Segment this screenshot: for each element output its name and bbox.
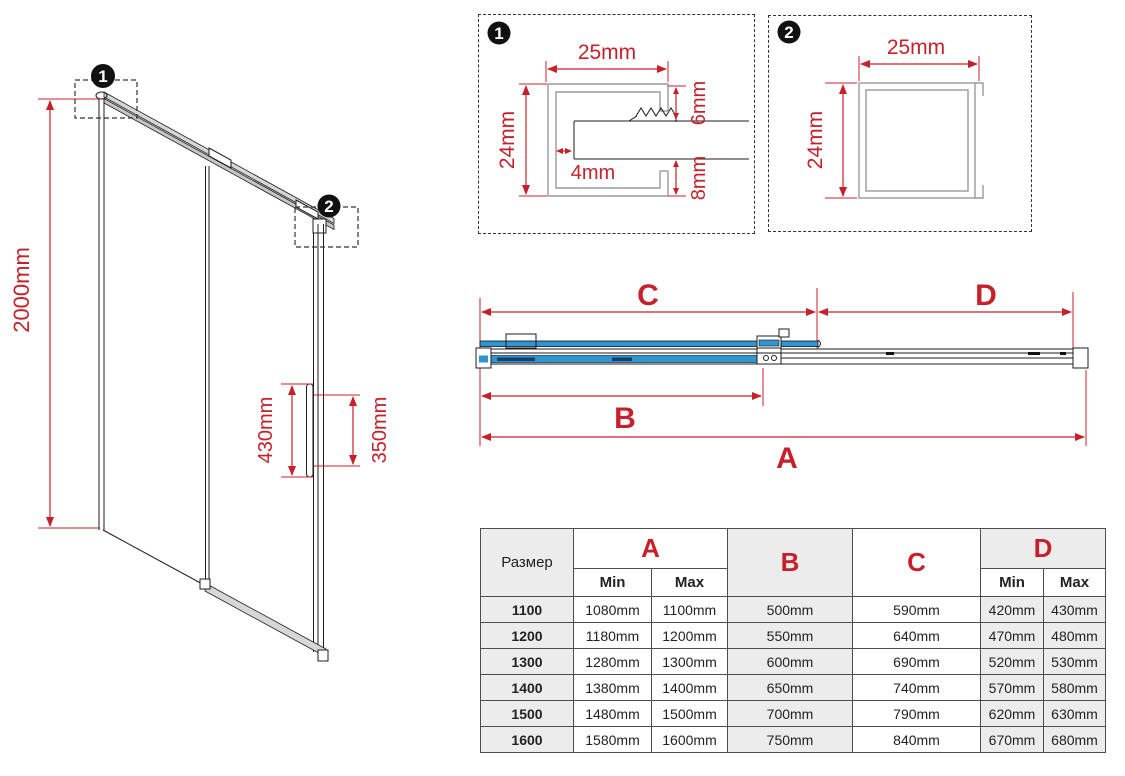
size-table xyxy=(480,528,1106,753)
detail-1-panel xyxy=(478,14,755,234)
cell-b: 600mm xyxy=(728,649,853,675)
table-row xyxy=(481,623,1106,649)
cell-d-max: 480mm xyxy=(1044,623,1106,649)
cell-c: 790mm xyxy=(853,701,981,727)
dim-24mm-2 xyxy=(804,83,857,198)
cell-c: 690mm xyxy=(853,649,981,675)
cell-c: 840mm xyxy=(853,727,981,753)
table-row xyxy=(481,649,1106,675)
col-header-a-min: Min xyxy=(574,569,652,597)
cell-a-max: 1600mm xyxy=(652,727,728,753)
cell-b: 500mm xyxy=(728,597,853,623)
detail-2-panel xyxy=(768,15,1032,232)
dim-25mm-2 xyxy=(859,36,979,81)
cell-size: 1400 xyxy=(481,675,574,701)
dim-24mm-label-2: 24mm xyxy=(804,110,827,170)
dim-c xyxy=(482,279,815,312)
dim-24mm-label-1: 24mm xyxy=(496,110,519,170)
dim-2000mm xyxy=(9,99,100,528)
dim-a xyxy=(482,437,1084,475)
col-header-b: B xyxy=(728,529,853,597)
cell-a-max: 1400mm xyxy=(652,675,728,701)
cell-d-max: 580mm xyxy=(1044,675,1106,701)
detail-2-drawing xyxy=(769,16,1031,231)
dim-6mm xyxy=(668,81,710,125)
cell-a-min: 1180mm xyxy=(574,623,652,649)
dim-350mm xyxy=(314,395,391,466)
col-header-d-max: Max xyxy=(1044,569,1106,597)
cell-c: 740mm xyxy=(853,675,981,701)
table-row xyxy=(481,597,1106,623)
col-header-size: Размер xyxy=(481,529,574,597)
plan-drawing xyxy=(460,270,1125,490)
dim-b-label: B xyxy=(614,402,636,435)
dim-d-label: D xyxy=(975,279,997,312)
dim-25mm-label-2: 25mm xyxy=(886,36,946,59)
dim-430mm xyxy=(255,384,313,477)
cell-a-max: 1300mm xyxy=(652,649,728,675)
rail-assembly xyxy=(476,329,1088,368)
dim-25mm-label-1: 25mm xyxy=(577,41,637,64)
dim-c-label: C xyxy=(637,279,659,312)
detail-1-drawing xyxy=(479,15,754,233)
dim-d xyxy=(819,279,1071,312)
dim-430mm-label: 430mm xyxy=(255,396,277,464)
dim-b xyxy=(482,396,761,435)
callout-2-number: 2 xyxy=(324,197,334,216)
cell-size: 1100 xyxy=(481,597,574,623)
door-frame xyxy=(96,92,334,661)
dim-4mm-label: 4mm xyxy=(570,162,616,184)
col-header-c: C xyxy=(853,529,981,597)
dim-8mm-label: 8mm xyxy=(688,155,710,201)
cell-b: 700mm xyxy=(728,701,853,727)
cell-d-min: 470mm xyxy=(981,623,1044,649)
wall-anchor-icon xyxy=(629,102,676,122)
dim-6mm-label: 6mm xyxy=(688,80,710,126)
detail-2-number: 2 xyxy=(784,23,794,42)
cell-a-min: 1480mm xyxy=(574,701,652,727)
table-header-row-1 xyxy=(481,529,1106,569)
dim-a-label: A xyxy=(776,442,798,475)
table-row xyxy=(481,701,1106,727)
callout-1-number: 1 xyxy=(98,67,108,86)
dim-350mm-label: 350mm xyxy=(369,396,391,464)
cell-size: 1300 xyxy=(481,649,574,675)
cell-b: 650mm xyxy=(728,675,853,701)
cell-d-max: 530mm xyxy=(1044,649,1106,675)
cell-c: 640mm xyxy=(853,623,981,649)
cell-a-max: 1100mm xyxy=(652,597,728,623)
door-handle xyxy=(307,384,314,477)
cell-c: 590mm xyxy=(853,597,981,623)
detail-1-number: 1 xyxy=(494,24,504,43)
dim-8mm xyxy=(668,156,710,200)
cell-a-min: 1280mm xyxy=(574,649,652,675)
cell-a-max: 1200mm xyxy=(652,623,728,649)
dim-2000mm-label: 2000mm xyxy=(9,247,34,333)
cell-size: 1200 xyxy=(481,623,574,649)
cell-d-max: 680mm xyxy=(1044,727,1106,753)
cell-a-min: 1080mm xyxy=(574,597,652,623)
cell-d-min: 620mm xyxy=(981,701,1044,727)
col-header-d: D xyxy=(981,529,1106,569)
cell-size: 1600 xyxy=(481,727,574,753)
cell-a-max: 1500mm xyxy=(652,701,728,727)
size-table-container xyxy=(480,528,1106,753)
iso-drawing xyxy=(0,0,460,776)
cell-a-min: 1380mm xyxy=(574,675,652,701)
right-end-cap xyxy=(1073,348,1088,368)
dim-25mm-1 xyxy=(546,41,668,82)
cell-d-min: 670mm xyxy=(981,727,1044,753)
cell-d-max: 630mm xyxy=(1044,701,1106,727)
cell-b: 750mm xyxy=(728,727,853,753)
square-profile-section xyxy=(859,83,983,198)
cell-b: 550mm xyxy=(728,623,853,649)
cell-size: 1500 xyxy=(481,701,574,727)
col-header-a: A xyxy=(574,529,728,569)
cell-d-min: 570mm xyxy=(981,675,1044,701)
cell-a-min: 1580mm xyxy=(574,727,652,753)
table-row xyxy=(481,727,1106,753)
dim-24mm-1 xyxy=(496,84,547,196)
cell-d-max: 430mm xyxy=(1044,597,1106,623)
cell-d-min: 420mm xyxy=(981,597,1044,623)
col-header-d-min: Min xyxy=(981,569,1044,597)
table-row xyxy=(481,675,1106,701)
col-header-a-max: Max xyxy=(652,569,728,597)
cell-d-min: 520mm xyxy=(981,649,1044,675)
